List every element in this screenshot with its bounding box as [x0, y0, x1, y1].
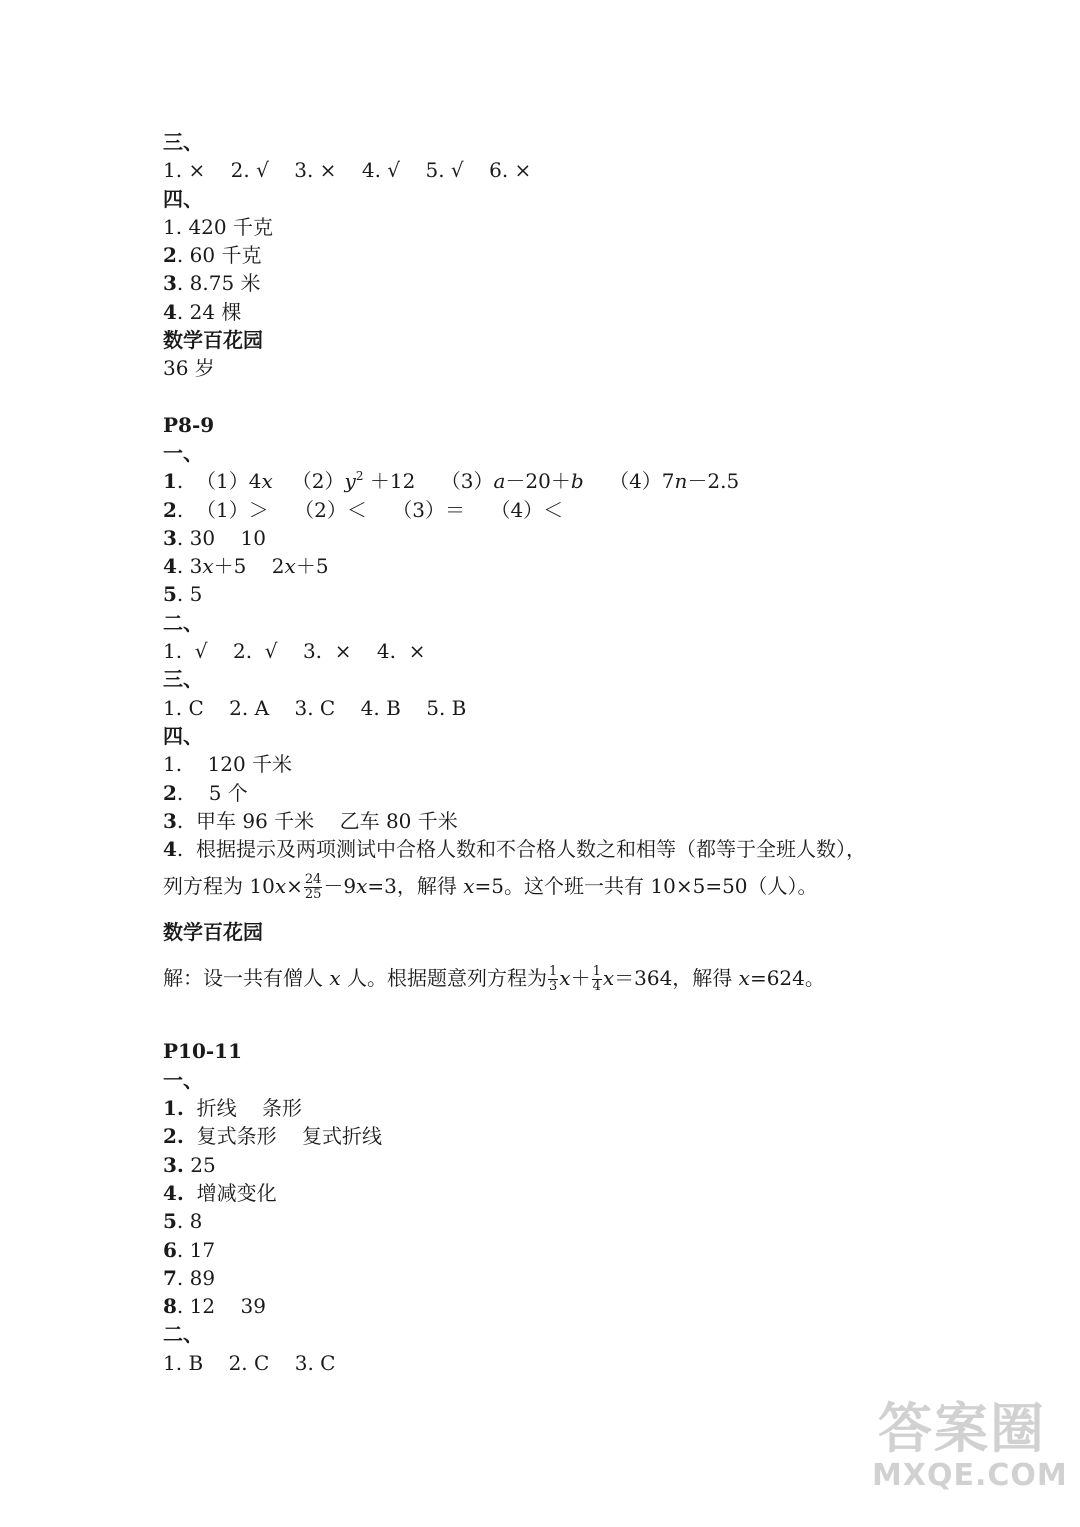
- answer-line: 1. 420 千克: [163, 214, 273, 239]
- fraction-denominator: 25: [304, 887, 322, 903]
- judgement-answers: 1. √ 2. √ 3. × 4. ×: [163, 639, 426, 664]
- answer-line: [163, 524, 1023, 552]
- answer-line: [163, 1207, 1023, 1235]
- math-var: x: [559, 966, 571, 991]
- math-var: x: [738, 966, 750, 991]
- item-text: －2.5: [687, 469, 740, 494]
- item-number: 4.: [163, 1180, 184, 1205]
- fraction: [592, 965, 602, 994]
- item-number: 5: [163, 582, 177, 607]
- watermark-logo-text: 答案圈: [878, 1397, 1046, 1460]
- answer-line: [163, 1292, 1023, 1320]
- math-var: x: [284, 554, 296, 579]
- item-text: 折线 条形: [183, 1096, 303, 1121]
- answer-line: [163, 580, 1023, 608]
- item-text: ×: [286, 874, 303, 899]
- fraction-denominator: 3: [549, 979, 558, 995]
- math-var: x: [356, 874, 368, 899]
- item-text: . 5: [176, 582, 203, 607]
- item-text: =5。这个班一共有 10×5=50（人）。: [474, 874, 818, 899]
- item-number: 8: [163, 1294, 177, 1319]
- heading-san: 三、: [163, 667, 203, 692]
- answer-line: [163, 552, 1023, 580]
- heading-yi: 一、: [163, 1067, 203, 1092]
- heading-er: 二、: [163, 1322, 203, 1347]
- equation-line: [163, 863, 1023, 909]
- item-text: =624。: [749, 966, 825, 991]
- item-text: . 5 个: [176, 780, 248, 805]
- fraction-numerator: 1: [549, 964, 558, 980]
- item-number: 2: [163, 243, 177, 268]
- item-text: . 3: [176, 554, 203, 579]
- answer-line: [163, 241, 1023, 269]
- item-number: 2: [163, 497, 177, 522]
- item-text: （4）7: [583, 469, 675, 494]
- item-text: . 24 棵: [176, 299, 242, 324]
- heading-si: 四、: [163, 723, 203, 748]
- item-number: 2: [163, 780, 177, 805]
- exponent: 2: [355, 469, 364, 484]
- equation-line: [163, 955, 1023, 1001]
- answer-page: [163, 128, 1023, 1377]
- item-number: 2.: [163, 1124, 184, 1149]
- choice-answers: 1. B 2. C 3. C: [163, 1350, 336, 1375]
- item-text: 25: [183, 1152, 216, 1177]
- item-text: . 89: [176, 1265, 216, 1290]
- answer-line: 1. 120 千米: [163, 752, 293, 777]
- item-number: 3: [163, 271, 177, 296]
- heading-san: 三、: [163, 130, 203, 154]
- answer-line: 36 岁: [163, 356, 215, 381]
- item-number: 6: [163, 1237, 177, 1262]
- item-text: . 17: [176, 1237, 216, 1262]
- heading-math-garden: 数学百花园: [163, 920, 263, 945]
- answer-line: [163, 1122, 1023, 1150]
- answer-line: [163, 496, 1023, 524]
- item-text: . 30 10: [176, 525, 266, 550]
- item-text: . 60 千克: [176, 243, 262, 268]
- math-var: x: [261, 469, 273, 494]
- fraction: [548, 965, 558, 994]
- answer-line: [163, 1179, 1023, 1207]
- math-var: x: [463, 874, 475, 899]
- item-text: －20＋: [505, 469, 571, 494]
- item-number: 7: [163, 1265, 177, 1290]
- item-number: 4: [163, 299, 177, 324]
- item-text: . （1）4: [176, 469, 262, 494]
- math-var: n: [674, 469, 688, 494]
- item-text: 列方程为 10: [163, 874, 275, 899]
- item-number: 3: [163, 808, 177, 833]
- item-text: ＋5: [295, 554, 329, 579]
- heading-math-garden: 数学百花园: [163, 328, 263, 353]
- fraction-numerator: 24: [304, 872, 322, 888]
- math-var: y: [344, 469, 356, 494]
- math-var: x: [329, 966, 341, 991]
- answer-line: [163, 298, 1023, 326]
- item-text: =3，解得: [367, 874, 464, 899]
- site-watermark: [872, 1397, 1068, 1509]
- choice-answers: 1. C 2. A 3. C 4. B 5. B: [163, 695, 467, 720]
- answer-line: [163, 1151, 1023, 1179]
- item-number: 1: [163, 469, 177, 494]
- item-number: 4: [163, 837, 177, 862]
- item-text: . 甲车 96 千米 乙车 80 千米: [176, 808, 458, 833]
- item-number: 3.: [163, 1152, 184, 1177]
- answer-line: [163, 269, 1023, 297]
- heading-er: 二、: [163, 610, 203, 635]
- fraction: [304, 873, 323, 902]
- item-text: . 8.75 米: [176, 271, 261, 296]
- fraction-denominator: 4: [592, 979, 601, 995]
- answer-line: [163, 1264, 1023, 1292]
- math-var: x: [202, 554, 214, 579]
- item-number: 3: [163, 525, 177, 550]
- section-title: P10-11: [163, 1039, 243, 1064]
- math-var: b: [570, 469, 584, 494]
- math-var: a: [493, 469, 506, 494]
- item-text: （2）: [272, 469, 345, 494]
- answer-line: [163, 1094, 1023, 1122]
- answer-line: [163, 467, 1023, 495]
- fraction-numerator: 1: [592, 964, 601, 980]
- judgement-answers: 1. × 2. √ 3. × 4. √ 5. √ 6. ×: [163, 158, 532, 183]
- item-text: ＋: [570, 966, 591, 991]
- item-number: 5: [163, 1209, 177, 1234]
- item-text: . 8: [176, 1209, 203, 1234]
- item-text: . 根据提示及两项测试中合格人数和不合格人数之和相等（都等于全班人数），: [176, 837, 866, 862]
- math-var: x: [602, 966, 615, 991]
- math-var: x: [274, 874, 287, 899]
- item-text: ＝364，解得: [614, 966, 739, 991]
- watermark-url: MXQE.COM: [872, 1458, 1068, 1493]
- heading-si: 四、: [163, 186, 203, 211]
- answer-line: [163, 835, 1023, 863]
- item-text: . 12 39: [176, 1294, 266, 1319]
- item-text: －9: [323, 874, 357, 899]
- answer-line: [163, 807, 1023, 835]
- item-text: 解：设一共有僧人: [163, 966, 330, 991]
- answer-line: [163, 1236, 1023, 1264]
- item-number: 1.: [163, 1096, 184, 1121]
- item-text: 增减变化: [183, 1180, 277, 1205]
- item-text: ＋12 （3）: [363, 469, 494, 494]
- heading-yi: 一、: [163, 440, 203, 465]
- item-text: ＋5 2: [213, 554, 285, 579]
- item-text: . （1）＞ （2）＜ （3）＝ （4）＜: [176, 497, 564, 522]
- item-text: 人。根据题意列方程为: [340, 966, 547, 991]
- section-title: P8-9: [163, 412, 215, 437]
- answer-line: [163, 779, 1023, 807]
- item-number: 4: [163, 554, 177, 579]
- item-text: 复式条形 复式折线: [183, 1124, 383, 1149]
